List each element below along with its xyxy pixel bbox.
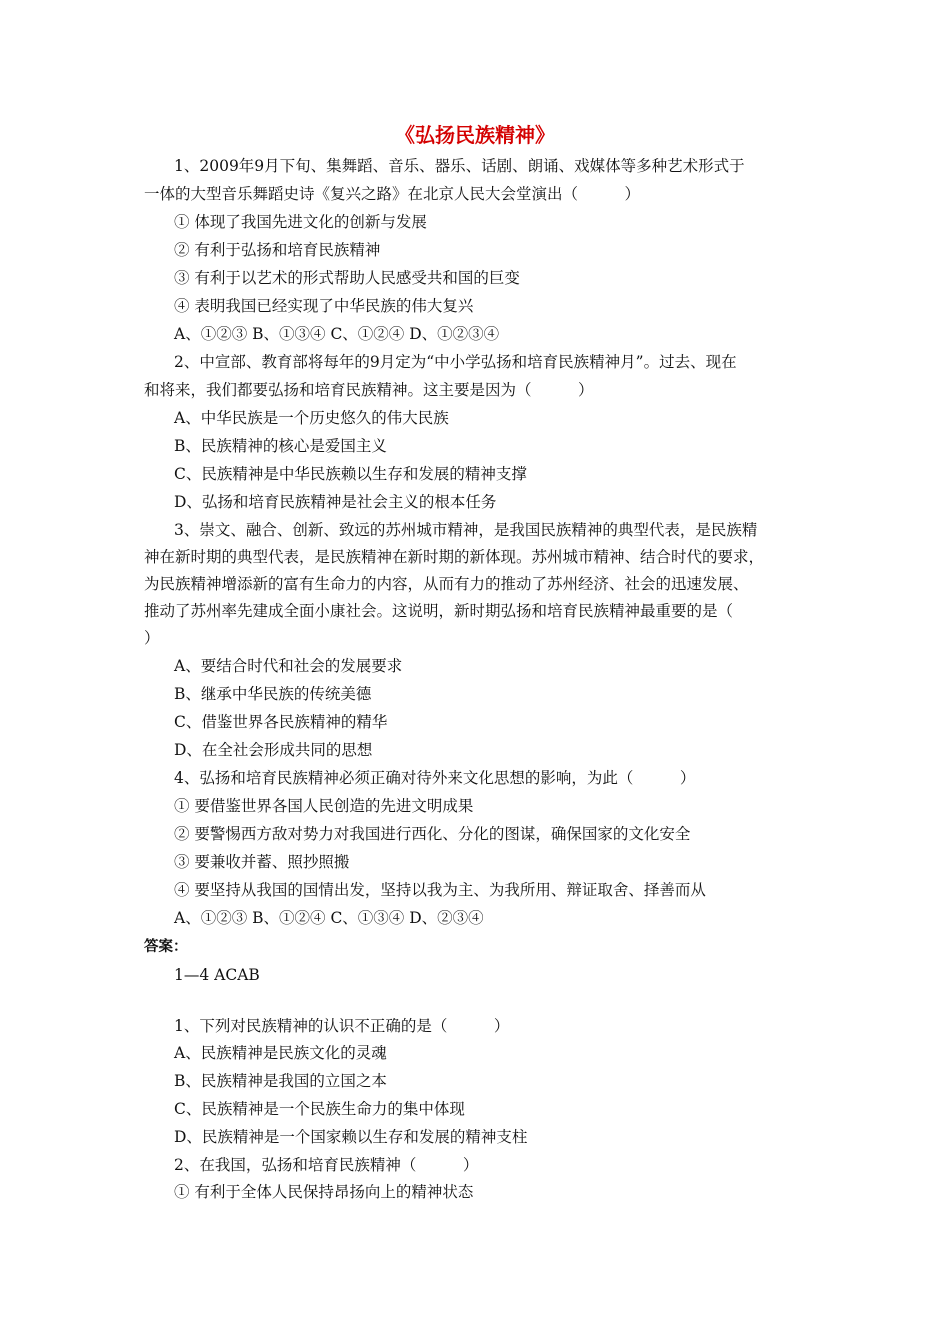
question-4-option-4: ④ 要坚持从我国的国情出发，坚持以我为主、为我所用、辩证取舍、择善而从: [174, 881, 706, 899]
question-3-stem-cont-1: 神在新时期的典型代表，是民族精神在新时期的新体现。苏州城市精神、结合时代的要求，: [144, 548, 765, 566]
question-1-option-3: ③ 有利于以艺术的形式帮助人民感受共和国的巨变: [174, 269, 520, 287]
question-3-choice-d: D、在全社会形成共同的思想: [174, 741, 373, 759]
question-4-option-1: ① 要借鉴世界各国人民创造的先进文明成果: [174, 797, 474, 815]
question-3-stem-cont-4: ）: [144, 629, 160, 647]
question-4-choices: A、①②③ B、①②④ C、①③④ D、②③④: [174, 909, 484, 927]
part2-question-1-stem: 1、下列对民族精神的认识不正确的是（ ）: [174, 1017, 510, 1035]
question-1-option-2: ② 有利于弘扬和培育民族精神: [174, 241, 381, 259]
part2-question-1-choice-b: B、民族精神是我国的立国之本: [174, 1072, 387, 1090]
question-3-choice-a: A、要结合时代和社会的发展要求: [174, 657, 403, 675]
question-1-stem-cont: 一体的大型音乐舞蹈史诗《复兴之路》在北京人民大会堂演出（ ）: [144, 185, 641, 203]
question-1-option-1: ① 体现了我国先进文化的创新与发展: [174, 213, 427, 231]
question-3-choice-c: C、借鉴世界各民族精神的精华: [174, 713, 388, 731]
question-2-stem-cont: 和将来，我们都要弘扬和培育民族精神。这主要是因为（ ）: [144, 381, 594, 399]
question-2-choice-d: D、弘扬和培育民族精神是社会主义的根本任务: [174, 493, 497, 511]
answer-text: 1—4 ACAB: [174, 966, 260, 984]
question-2-stem: 2、中宣部、教育部将每年的9月定为“中小学弘扬和培育民族精神月”。过去、现在: [174, 353, 737, 371]
question-1-option-4: ④ 表明我国已经实现了中华民族的伟大复兴: [174, 297, 474, 315]
question-4-option-3: ③ 要兼收并蓄、照抄照搬: [174, 853, 350, 871]
question-1-choices: A、①②③ B、①③④ C、①②④ D、①②③④: [174, 325, 500, 343]
part2-question-1-choice-a: A、民族精神是民族文化的灵魂: [174, 1044, 387, 1062]
question-3-stem: 3、崇文、融合、创新、致远的苏州城市精神，是我国民族精神的典型代表，是民族精: [174, 521, 758, 539]
question-2-choice-c: C、民族精神是中华民族赖以生存和发展的精神支撑: [174, 465, 527, 483]
question-1-stem: 1、2009年9月下旬、集舞蹈、音乐、器乐、话剧、朗诵、戏媒体等多种艺术形式于: [174, 157, 745, 175]
part2-question-1-choice-d: D、民族精神是一个国家赖以生存和发展的精神支柱: [174, 1128, 528, 1146]
page-title: 《弘扬民族精神》: [395, 123, 555, 147]
question-3-stem-cont-2: 为民族精神增添新的富有生命力的内容，从而有力的推动了苏州经济、社会的迅速发展、: [144, 575, 749, 593]
part2-question-1-choice-c: C、民族精神是一个民族生命力的集中体现: [174, 1100, 465, 1118]
question-3-stem-cont-3: 推动了苏州率先建成全面小康社会。这说明，新时期弘扬和培育民族精神最重要的是（: [144, 602, 734, 620]
question-2-choice-a: A、中华民族是一个历史悠久的伟大民族: [174, 409, 449, 427]
question-2-choice-b: B、民族精神的核心是爱国主义: [174, 437, 387, 455]
question-4-option-2: ② 要警惕西方敌对势力对我国进行西化、分化的图谋，确保国家的文化安全: [174, 825, 691, 843]
question-4-stem: 4、弘扬和培育民族精神必须正确对待外来文化思想的影响，为此（ ）: [174, 769, 696, 787]
part2-question-2-stem: 2、在我国，弘扬和培育民族精神（ ）: [174, 1156, 479, 1174]
question-3-choice-b: B、继承中华民族的传统美德: [174, 685, 372, 703]
part2-question-2-option-1: ① 有利于全体人民保持昂扬向上的精神状态: [174, 1183, 474, 1201]
answer-header: 答案：: [144, 939, 188, 955]
